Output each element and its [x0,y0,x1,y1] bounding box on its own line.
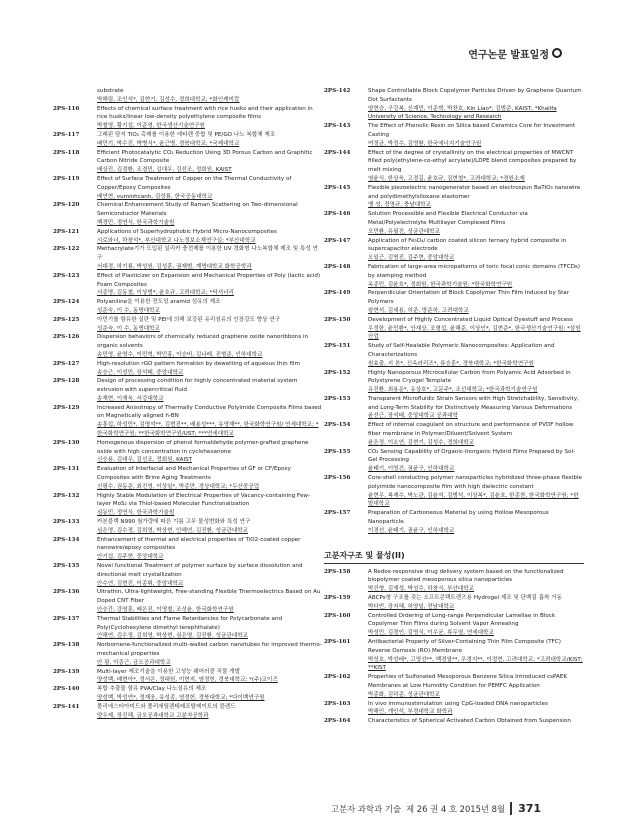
entry-title: Enhancement of thermal and electrical properties of TiO2-coated copper nanowire/epoxy composites [97,536,301,552]
entry-title: Norbornene-functionalized multi-walled carbon nanotubes for improved thermo-mechanical properties [97,642,322,657]
entry-authors: 배상진, 김경환, 조경민, 김대우, 김선조, 정회원, KAIST [97,167,232,174]
continuation-line: substrate [97,88,124,94]
entry-authors: 염윤식, 한상욱, 고정길, 윤호규, 김현철*, 고려대학교; *경원소재 [368,175,525,182]
entry-id: 2PS-154 [324,422,351,429]
right-column [324,87,584,726]
program-entry [324,568,584,594]
program-entry [53,615,323,641]
continuation-line: 박해림, 조인석*, 김현기, 김성수, 경희대학교; *화인케미칼 [97,96,240,103]
entry-title: Methacrylate기가 도입된 실리카 충전제를 이용한 UV 경화형 나노복합체 제조 및 특성 연구 [97,246,318,262]
entry-authors: 박해인, 개인석, 부경대학교 화학과 [368,709,453,716]
entry-authors: 박성호, 박성배*, 고영선**, 백경열**, 우경지**, 이정현, 고려대학교; *고려대학교/KIST; **KIST [368,656,583,672]
entry-authors: 오일근, 김명진, 김주현, 중앙대학교 [368,255,455,262]
entry-title: Highly Stable Modulation of Electrical Properties of Vacancy-containing Few-layer MoS₂ via Thiol-based Molecular Functionalization [97,492,311,508]
entry-title: Homogenous dispersion of phenol formaldehyde polymer-grafted graphene oxide with high concentration in cyclohexanone [97,439,309,455]
program-entry [324,316,584,342]
entry-authors: 안기섭, 김주현, 중앙대학교 [97,554,164,561]
entry-title: CO₂ Sensing Capability of Organic-Inorganic Hybrid Films Prepared by Sol-Gel Processing [368,448,576,464]
program-entry [324,122,584,148]
program-entry [53,175,323,201]
entry-id: 2PS-157 [324,510,351,517]
entry-authors: 안승간, 강영훈, 배은진, 이영철, 조성윤, 한국화학연구원 [97,607,234,614]
entry-title: Effect of the degree of crystallinity on the electrical properties of MWCNT filled poly(ethylene-co-ethyl acrylate)/LDPE blend composites prepared by melt mixing [368,149,577,174]
entry-title: Ultrathin, Ultra-lightweight, Free-standing Flexible Thermoelectrics Based on Au Doped CNT Fiber [97,589,321,605]
entry-authors: 배연현, vuminhcanh, 김성룡, 한국공동대학교 [97,193,213,200]
page-footer [331,802,541,815]
entry-id: 2PS-145 [324,184,351,191]
entry-id: 2PS-121 [53,228,80,235]
program-entry [53,492,323,518]
entry-authors: 박종화, 김덕준, 성균관대학교 [368,691,440,698]
entry-authors: 안해연, 김수정, 김희영, 박상현, 심은영, 김진환, 성균관대학교 [97,633,249,640]
entry-id: 2PS-148 [324,263,351,270]
program-entry [53,316,323,334]
entry-authors: 안수연, 김현진, 이종휘, 중앙대학교 [97,580,184,587]
entry-title: Dispersion behaviors of chemically reduced graphene oxide nanoribbons in organic solvents [97,334,309,350]
entry-authors: 심은영, 김수정, 김희영, 박상현, 안해연, 김진환, 성균관대학교 [97,527,249,534]
entry-authors: 오민환, 유필진, 성균관대학교 [368,228,440,235]
program-entry [53,377,323,403]
entry-id: 2PS-149 [324,290,351,297]
entry-id: 2PS-133 [53,519,80,526]
program-entry [324,594,584,612]
program-entry [324,612,584,638]
entry-id: 2PS-152 [324,369,351,376]
program-entry [53,439,323,465]
entry-authors: 성준숙, 이 수, 동명대학교 [97,307,160,314]
entry-title: ABCPs형 구조를 갖는 소프트콘택트렌즈용 Hydrogel 제조 및 단백질 흡착 거동 [368,595,562,602]
entry-authors: 박건형, 김재성, 박성수, 하창식, 부산대학교 [368,586,475,593]
program-entry [53,562,323,588]
program-entry [324,369,584,395]
entry-id: 2PS-125 [53,316,80,323]
entry-id: 2PS-136 [53,589,80,596]
program-entry [324,210,584,236]
entry-title: Preparation of Carboneous Material by using Hollow Mesoporous Nanoparticle [368,510,549,526]
program-entry [324,421,584,447]
entry-id: 2PS-144 [324,149,351,156]
entry-id: 2PS-155 [324,448,351,455]
program-entry [324,342,584,368]
entry-title: Fabrication of large-area micropatterns of toric focal conic domains (TFCDs) by stamping method [368,263,581,279]
entry-authors: 신승용, 김대우, 김선조, 정회원, KAIST [97,457,193,464]
entry-title: Multi-layer 제조기술을 이용한 고성능 웨어러블 직물 개발 [97,668,241,675]
entry-title: In vivo immunostimulation using CpG-loaded DNA nanoparticles [368,700,548,707]
program-entry [53,272,323,298]
program-entry [53,404,323,439]
entry-authors: 백경민, 정연식, 한국과학기술원 [97,219,175,226]
entry-title: Transparent Microfluidic Strain Sensors with High Stretchability, Sensitivity, and Long-Term Stability for Distinctively Measuring Various Deformations [368,395,579,411]
entry-title: Effect of Plasticizer on Expansion and Mechanical Properties of Poly (lactic acid) Foam Composites [97,272,321,288]
entry-id: 2PS-163 [324,700,351,707]
entry-title: Study of Self-Healable Polymeric Nanocomposites: Application and Characterizations [368,343,555,358]
program-entry [324,448,584,474]
entry-title: The Effect of Phenolic Resin on Silica based Ceramics Core for Investment Casting [368,123,576,138]
entry-title: Core-shell conducting polymer nanoparticles hybridized three-phase flexible polyimide nanocomposite film with high dielectric constant [368,475,582,490]
entry-id: 2PS-124 [53,299,80,306]
program-entry [324,717,584,726]
entry-id: 2PS-117 [53,131,80,138]
entry-title: High-resolution rGO pattern formation by dewetting of aqueous thin film [97,360,300,367]
entry-title: Chemical Enhancement Study of Raman Scattering on Two-dimensional Semiconductor Materials [97,202,298,218]
entry-id: 2PS-126 [53,334,80,341]
entry-title: 그래핀 담지 TiO₂ 촉매를 이용한 에티렌 중합 및 PE/GO 나노 복합체 제조 [97,131,276,138]
entry-title: 카본블랙 N990 첨가량에 따른 기름 고무 물성변화와 특성 연구 [97,519,251,526]
program-entry [53,518,323,536]
entry-id: 2PS-122 [53,246,80,253]
program-entry [53,536,323,562]
page-number: 371 [510,802,541,815]
entry-id: 2PS-150 [324,316,351,323]
program-entry [324,184,584,210]
entry-title: Design of processing condition for highly concentrated material system extrusion with supercritical fluid [97,378,298,394]
entry-id: 2PS-132 [53,492,80,499]
entry-id: 2PS-142 [324,88,351,94]
entry-title: Perpendicular Orientation of Block Copolymer Thin Film Induced by Star Polymers [368,290,570,306]
circle-icon [552,48,562,58]
entry-authors: 여정균, 박정수, 김영환, 한국에너지기술연구원 [368,140,482,147]
entry-authors: 안 광, 이종근, 금오공과대학교 [97,659,171,666]
entry-authors: 배민기, 박수진, 박병식*, 윤근병, 경북대학교; *국제대학교 [97,140,240,147]
entry-id: 2PS-164 [324,718,351,725]
program-entry [53,298,323,316]
entry-title: Efficient Photocatalytic CO₂ Reduction Using 3D Porous Carbon and Graphitic Carbon Nitride Composite [97,149,313,165]
entry-title: Polyaniline을 이용한 전도성 aramid 섬유의 제조 [97,299,221,306]
entry-id: 2PS-140 [53,686,80,693]
entry-title: Effect of internal coagulant on structure and performance of PVDF hollow fiber membrane in Polymer/Diluent/Solvent System [368,422,574,438]
entry-authors: 박철영, 황기섭, 이준영, 한국생산기술연구원 [97,123,205,130]
entry-title: 복합 추출물 함유 PVA/Clay 나노섬유의 제조 [97,686,207,693]
entry-authors: 윤현우, 복재수, 박노관, 김윤석, 김범석, 이상복*, 김윤호, 한종찬, 한국화학연구원; *한밭대학교 [368,492,579,508]
program-entry [324,263,584,289]
program-entry [324,289,584,315]
entry-authors: 박성민, 김경인, 김영식, 이우균, 류두열, 연세대학교 [368,630,494,637]
entry-authors: 송흥섭, 하성민*, 김명석**, 김현진**, 배용성***, 유영재**, 한국화학연구원/ 연세대학교; *한국화학연구원; **한국화학연구원/UST; ***연세대학교 [97,422,319,438]
program-entry [324,237,584,263]
entry-id: 2PS-138 [53,642,80,649]
entry-title: Application of Fe₃O₄/ carbon coated silicon ternary hybrid composite in supercapacitor electrode [368,237,567,253]
entry-id: 2PS-161 [324,639,351,646]
entry-title: Highly Nanoporous Microcellular Carbon from Polyamic Acid Adsorbed in Polystyrene Cryogel Template [368,369,571,385]
entry-id: 2PS-151 [324,343,351,350]
entry-authors: 신평수, 권동준, 최진영, 이상일*, 박종만, 경상대학교; *두산중공업 [97,483,260,490]
entry-id: 2PS-130 [53,439,80,446]
entry-title: Effect of Surface Treatment of Copper on the Thermal Conductivity of Copper/Epoxy Composites [97,175,292,191]
program-entry [53,228,323,246]
entry-title: 폴리에스터아미드와 폴리에틸렌테레프탈레이트의 블렌드 [97,703,236,710]
entry-title: Effects of chemical surface treatment with rice husks and their application in rice husks/linear low-density polyethylene composite films [97,105,313,121]
entry-authors: 양성백, 박성연*, 정재웅, 유성종, 염정헌, 경북대학교; *다이벡연구원 [97,694,265,701]
entry-authors: 서종명, 김동철, 이상범*, 윤호규, 고려대학교; *딕셔너리 [97,290,234,297]
program-entry [53,245,323,271]
entry-authors: 서대경, 하기룡, 박성원, 김성훈, 권재범, 계명대학교 화학공학과 [97,263,252,270]
entry-title: Characteristics of Spherical Activated Carbon Obtained from Suspension [368,718,571,725]
entry-authors: 윤은정, 이소연, 김현기, 김성수, 경희대학교 [368,439,475,446]
entry-authors: 양우제, 장진해, 금오공과대학교 고분자공학과 [97,712,209,719]
entry-id: 2PS-159 [324,595,351,602]
entry-id: 2PS-143 [324,123,351,130]
program-entry [53,149,323,175]
entry-authors: 유진환, 최용운*, 유상호*, 고문주*, 조선대학교; *한국과학기술연구원 [368,387,538,394]
entry-id: 2PS-123 [53,272,80,279]
entry-id: 2PS-139 [53,668,80,675]
entry-id: 2PS-116 [53,105,80,112]
entry-authors: 윤태기, 이영건, 권윤구, 인하대학교 [368,466,455,473]
entry-id: 2PS-147 [324,237,351,244]
entry-title: 아민기를 함유한 실란 및 PEI에 의해 보강된 유리섬유의 인장강도 향상 연구 [97,316,281,323]
program-entry [324,700,584,718]
journal-name: 고분자 과학과 기술 [331,803,402,814]
entry-authors: 이경선, 윤태기, 권윤구, 인하대학교 [368,527,455,534]
entry-authors: 송승근, 이성민, 장석태, 중앙대학교 [97,369,184,376]
entry-title: A Redox-responsive drug delivery system based on the functionalized biopolymer coated mesoporous silica nanoparticles [368,568,564,584]
entry-authors: 심동민, 정연식, 한국과학기술원 [97,510,175,517]
entry-title: Thermal Stabilities and Flame Retardancies for Polycarbonate and Poly(Cyclohexylene dimethyl terephthalate) [97,615,283,631]
entry-title: Antibacterial Property of Silver-Containing Thin Film Composite (TFC) Reverse Osmosis (RO) Membrane [368,639,561,654]
entry-authors: 박다빈, 장지혜, 허양일, 전남대학교 [368,603,455,610]
section-title: 연구논문 발표일정 [468,49,549,61]
entry-title: Solution Processible and Flexible Electrical Conductor via Metal/Polyelectrolyte Multilayer Complexed Films [368,211,528,226]
program-entry [324,395,584,421]
section-heading: 고분자구조 및 물성(II) [324,550,584,564]
entry-id: 2PS-118 [53,149,80,156]
entry-authors: 엠 성, 정영규, 충남대학교 [368,202,431,209]
program-entry [324,149,584,184]
program-entry [53,641,323,667]
entry-id: 2PS-162 [324,674,351,681]
entry-id: 2PS-160 [324,612,351,619]
entry-authors: 우정한, 윤민환*, 안재상, 조형섭, 윤해준, 이상인*, 김현준*, 한국생산기술연구원; *삼원산업 [368,325,581,341]
program-entry [53,360,323,378]
program-entry [53,131,323,149]
entry-title: Novel functional Treatment of polymer surface by surface dissolution and directional melt crystallization [97,563,303,578]
entry-authors: 시로와너, 하창석*, 부산대학교 나노정보소재연구실; *부산대학교 [97,237,256,244]
program-entry [53,201,323,227]
program-entry [53,333,323,359]
entry-id: 2PS-156 [324,475,351,482]
entry-title: Shape Controllable Block Copolymer Particles Driven by Graphene Quantum Dot Surfactants [368,88,582,103]
entry-id: 2PS-141 [53,703,80,710]
entry-authors: 송민영, 윤영수, 이민혁, 박민홍, 이승비, 김나래, 진형준, 인하대학교 [97,351,263,358]
program-entry [53,703,323,721]
entry-id: 2PS-119 [53,175,80,182]
entry-id: 2PS-128 [53,378,80,385]
entry-id: 2PS-153 [324,395,351,402]
entry-authors: 왕현석, 김세용, 허준, 방준하, 고려대학교 [368,307,469,314]
program-entry [53,465,323,491]
program-entry [324,474,584,509]
program-entry [53,588,323,614]
entry-authors: 송재현, 이재욱, 서강대학교 [97,395,164,402]
entry-id: 2PS-158 [324,568,351,575]
page-header [468,47,562,59]
entry-title: Development of Highly Concentrated Liquid Optical Dyestuff and Process [368,316,573,323]
entry-authors: 원효출, 지 본*, 신옥라리즈*, 류승훈*, 경북대학교; *한국화학연구원 [368,360,534,367]
entry-title: Applications of Superhydrophobic Hybrid Micro-Nanocomposites [97,228,277,235]
entry-id: 2PS-131 [53,466,80,473]
left-column [53,87,323,720]
entry-id: 2PS-127 [53,360,80,367]
program-entry [324,673,584,699]
entry-id: 2PS-120 [53,202,80,209]
entry-id: 2PS-135 [53,563,80,570]
program-entry [324,509,584,535]
entry-authors: 윤선근, 장석태, 중앙대학교 공과대학 [368,413,458,420]
volume-info: 제 26 권 4 호 2015년 8월 [406,803,506,814]
entry-authors: 옥종민, 김윤호*, 정회원, 한국과학기술원; *한국화학연구원 [368,281,513,288]
program-entry [53,668,323,686]
entry-id: 2PS-129 [53,404,80,411]
entry-title: Increased Anisotropy of Thermally Conductive Polyimide Composite Films based on Magnetically aligned h-BN [97,404,322,420]
entry-title: Flexible piezoelectric nanogenerator based on electrospun BaTiO₃ nanowire and polydimethylsiloxane elastomer [368,184,581,200]
program-entry [324,638,584,673]
entry-authors: 성준숙, 이 수, 동명대학교 [97,325,160,332]
entry-id: 2PS-146 [324,211,351,218]
entry-id: 2PS-134 [53,536,80,543]
entry-title: Controlled Ordering of Long-range Perpendicular Lamellae in Block Copolymer Thin Films during Solvent Vapor Annealing [368,612,556,628]
entry-title: Evaluation of Interfacial and Mechanical Properties of GF or CF/Epoxy Composites with Brine Aging Treatments [97,466,291,482]
program-entry [324,87,584,122]
entry-id: 2PS-137 [53,615,80,622]
program-entry [53,105,323,131]
entry-authors: 양성백, 배현아*, 정서은, 정대원, 이현지, 염정헌, 경북대학교; *(주)코이즈 [97,677,278,684]
program-entry [53,685,323,703]
entry-authors: 양현승, 구강복, 신재민, 이준혁, 박찬호, Kin Liao*, 김범준, KAIST; *Khalifa University of Science, Technology and Research [368,105,557,121]
entry-title: Properties of Sulfonated Mesoporous Benzene Silica Introduced csPAEK Membranes at Low Humidity Condition for PEMFC Application [368,674,568,689]
